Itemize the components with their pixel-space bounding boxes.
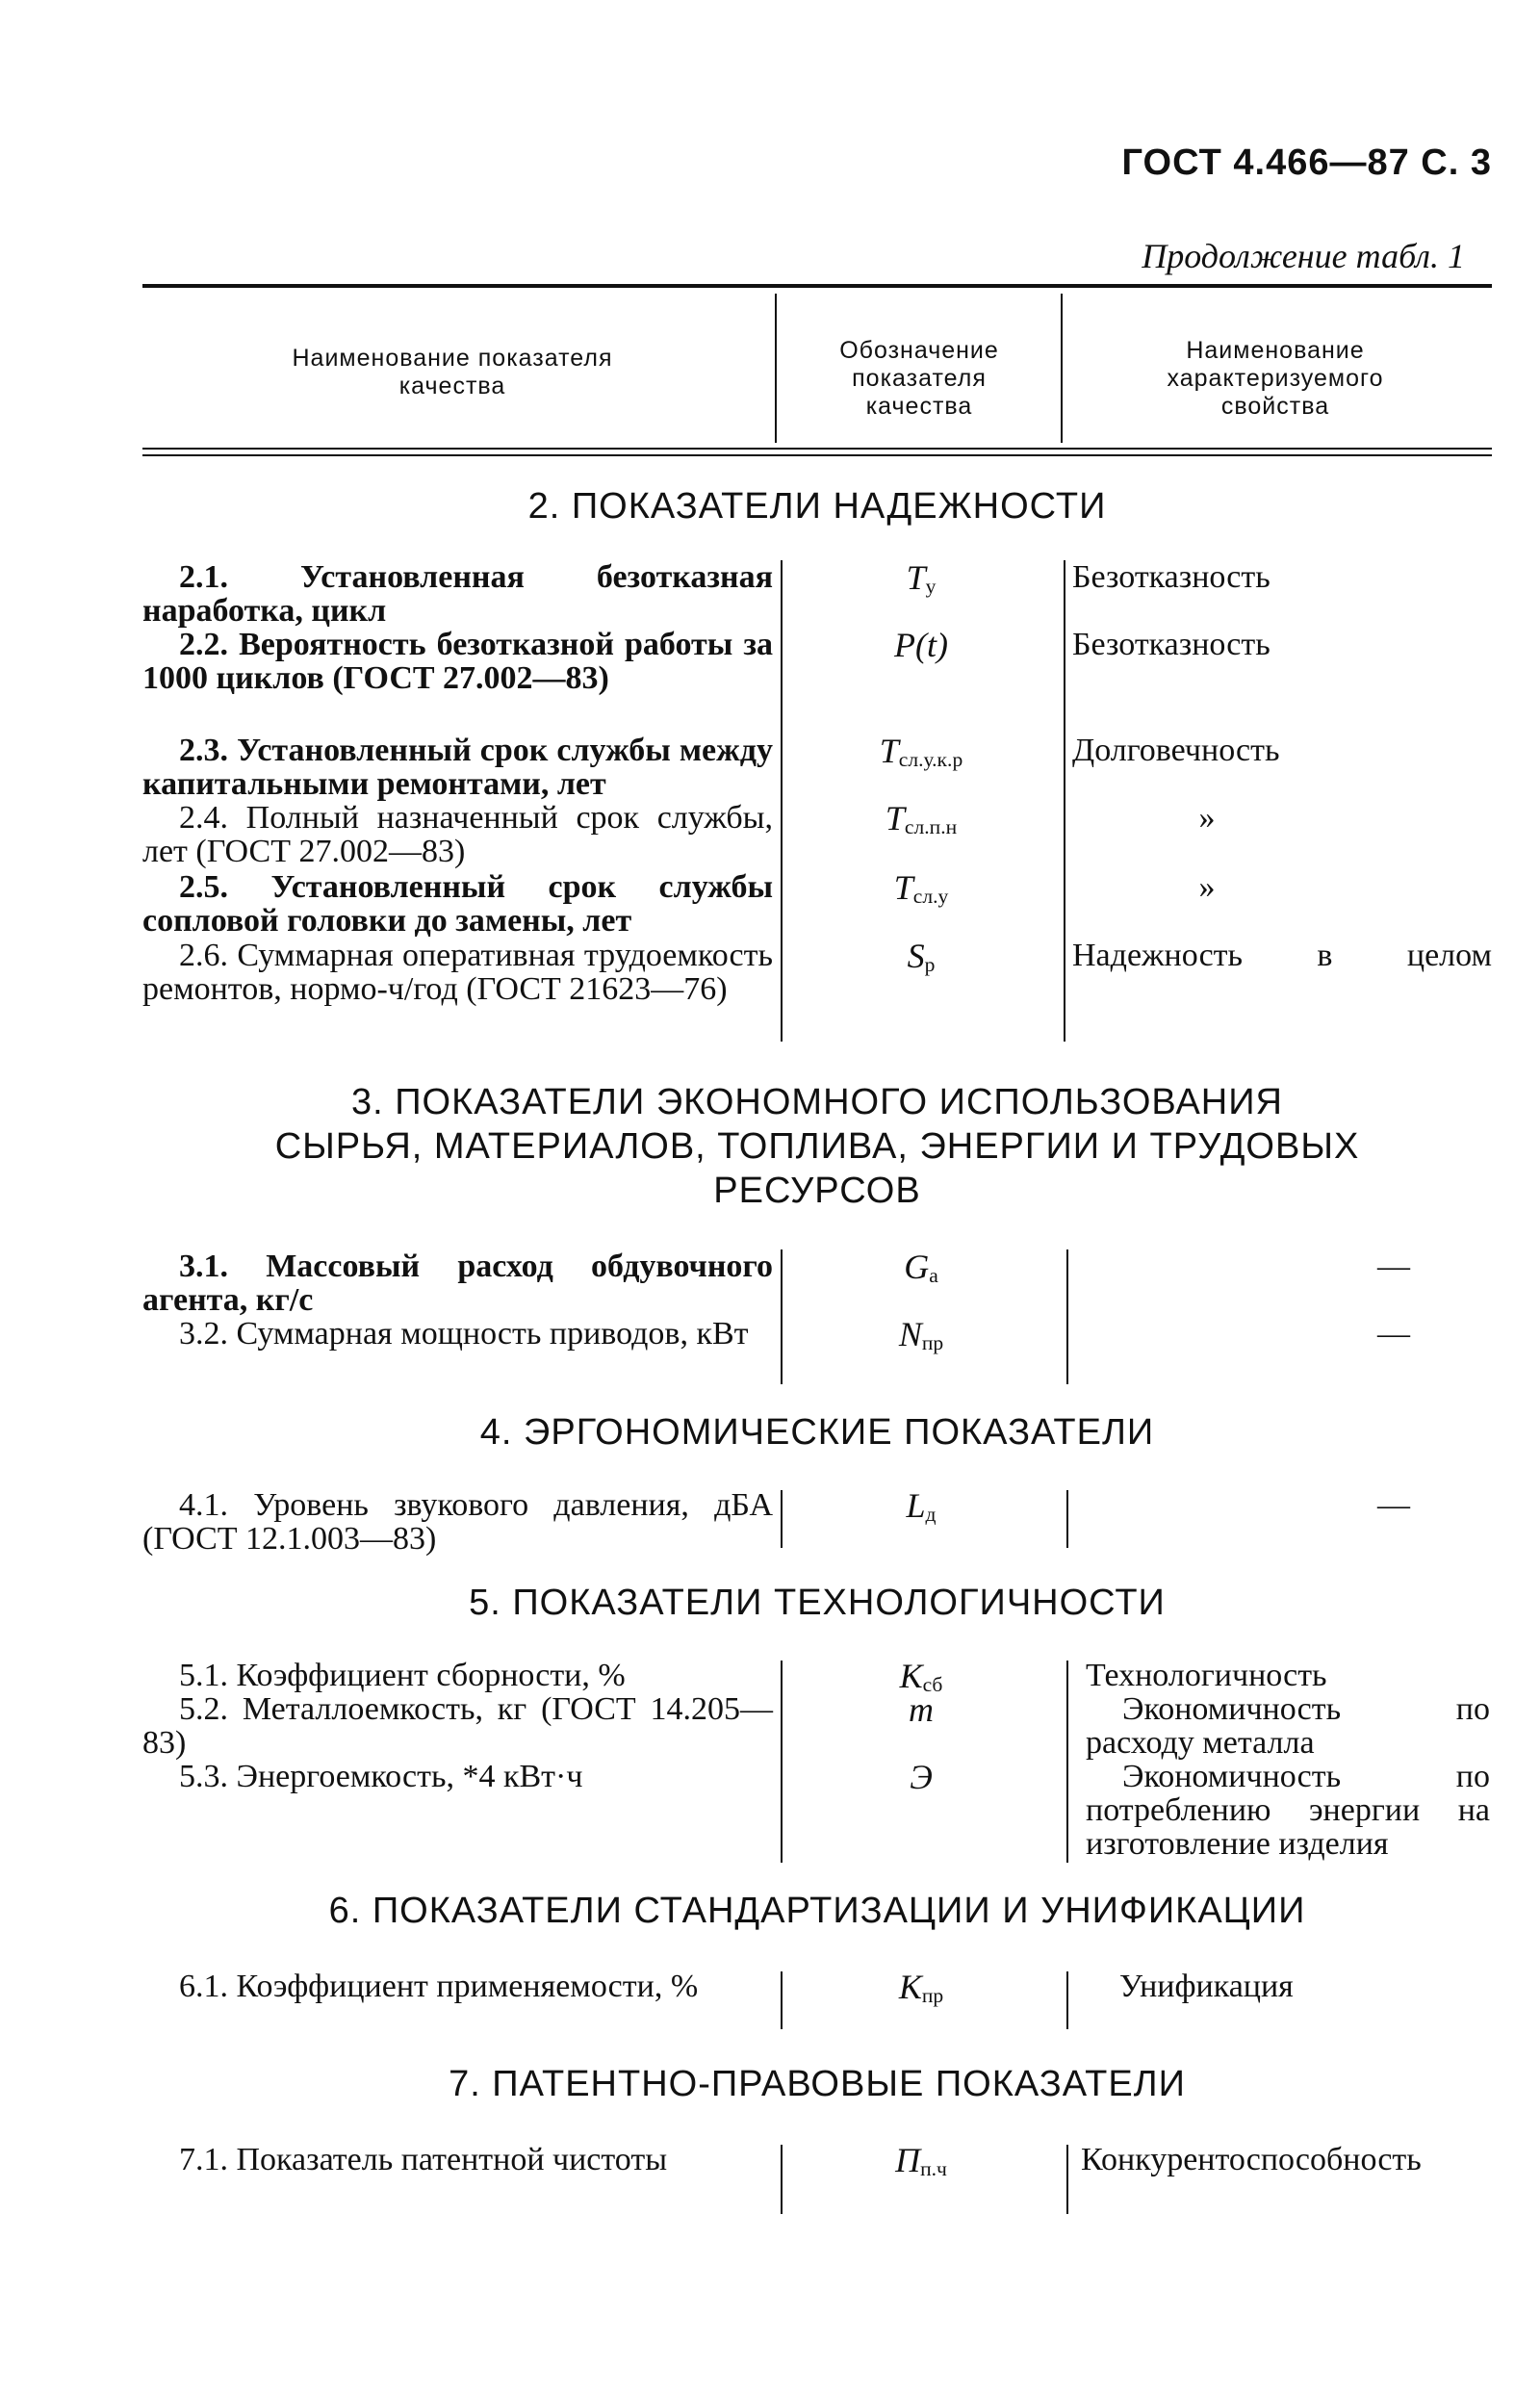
indicator-symbol-subscript: пр xyxy=(921,1984,944,2007)
section-title: 6. ПОКАЗАТЕЛИ СТАНДАРТИЗАЦИИ И УНИФИКАЦИИ xyxy=(328,1891,1306,1931)
row-number: 7.1. xyxy=(179,2142,228,2177)
column-divider xyxy=(1066,2145,1068,2214)
indicator-name: Полный назначенный срок службы, лет (ГОСТ 27.002—83) xyxy=(142,800,773,869)
header-column-divider xyxy=(775,294,777,443)
header-column-divider xyxy=(1061,294,1063,443)
indicator-symbol: K xyxy=(899,1657,923,1695)
indicator-symbol: N xyxy=(898,1315,922,1353)
row-number: 2.4. xyxy=(179,800,228,836)
indicator-symbol: T xyxy=(879,732,899,770)
indicator-symbol-subscript: д xyxy=(925,1503,937,1526)
column-divider xyxy=(781,1249,783,1384)
row-number: 6.1. xyxy=(179,1969,228,2004)
column-header-symbol: Обозначение показателя качества xyxy=(839,337,999,420)
indicator-name: Установленный срок службы между капитальными ремонтами, лет xyxy=(142,733,774,802)
row-number: 4.1. xyxy=(179,1487,228,1523)
property-name: Экономичность по потреблению энергии на изготовление изделия xyxy=(1086,1759,1490,1862)
indicator-symbol: P(t) xyxy=(894,626,948,664)
property-name: — xyxy=(1377,1249,1410,1284)
row-number: 5.1. xyxy=(179,1658,228,1693)
column-divider xyxy=(1064,560,1065,1042)
table-header-rule xyxy=(142,448,1492,450)
row-number: 2.6. xyxy=(179,938,228,973)
column-divider xyxy=(781,1661,783,1863)
indicator-symbol: S xyxy=(907,937,925,975)
indicator-symbol-subscript: у xyxy=(925,575,937,598)
indicator-symbol: T xyxy=(906,558,926,597)
property-name: — xyxy=(1377,1487,1410,1523)
column-divider xyxy=(1066,1249,1068,1384)
indicator-symbol: m xyxy=(909,1690,934,1729)
section-title xyxy=(142,1080,1492,1213)
indicator-name: Вероятность безотказной работы за 1000 циклов (ГОСТ 27.002—83) xyxy=(142,627,773,696)
property-name: — xyxy=(1377,1316,1410,1352)
row-number: 2.5. xyxy=(179,869,228,905)
column-divider xyxy=(781,1971,783,2029)
indicator-name: Металлоемкость, кг (ГОСТ 14.205—83) xyxy=(142,1691,773,1761)
indicator-name: Уровень звукового давления, дБА (ГОСТ 12.1.003—83) xyxy=(142,1487,774,1557)
property-name: » xyxy=(1198,869,1216,905)
document-reference: ГОСТ 4.466—87 С. 3 xyxy=(1121,142,1492,183)
section-title: 4. ЭРГОНОМИЧЕСКИЕ ПОКАЗАТЕЛИ xyxy=(479,1412,1155,1453)
property-name: » xyxy=(1198,800,1216,836)
property-name: Унификация xyxy=(1119,1969,1294,2004)
indicator-symbol-subscript: сл.у xyxy=(912,885,949,908)
section-title-line: 3. ПОКАЗАТЕЛИ ЭКОНОМНОГО ИСПОЛЬЗОВАНИЯ xyxy=(350,1082,1284,1122)
property-name: Надежность в целом xyxy=(1072,938,1492,973)
table-header-rule-2 xyxy=(142,454,1492,456)
property-name: Безотказность xyxy=(1072,559,1270,595)
indicator-name: Установленная безотказная наработка, цикл xyxy=(142,559,773,629)
indicator-name: Коэффициент применяемости, % xyxy=(236,1969,699,2004)
column-header-name: Наименование показателя качества xyxy=(292,345,613,399)
indicator-name: Суммарная оперативная трудоемкость ремонтов, нормо-ч/год (ГОСТ 21623—76) xyxy=(142,938,773,1007)
section-title: 2. ПОКАЗАТЕЛИ НАДЕЖНОСТИ xyxy=(527,486,1107,527)
indicator-symbol-subscript: п.ч xyxy=(920,2157,947,2180)
indicator-symbol: T xyxy=(893,868,913,907)
table-top-rule xyxy=(142,284,1492,288)
property-name: Конкурентоспособность xyxy=(1081,2142,1422,2177)
row-number: 5.3. xyxy=(179,1759,228,1794)
indicator-symbol: G xyxy=(904,1248,930,1286)
indicator-symbol: Э xyxy=(910,1758,933,1796)
row-number: 3.1. xyxy=(179,1249,228,1284)
indicator-name: Энергоемкость, *4 кВт·ч xyxy=(236,1759,583,1794)
row-number: 2.3. xyxy=(179,733,228,768)
column-divider xyxy=(1066,1971,1068,2029)
row-number: 5.2. xyxy=(179,1691,228,1727)
column-divider xyxy=(781,1490,783,1548)
indicator-symbol: П xyxy=(895,2141,921,2179)
row-number: 2.2. xyxy=(179,627,228,662)
column-divider xyxy=(781,560,783,1042)
row-number: 3.2. xyxy=(179,1316,228,1352)
indicator-name: Коэффициент сборности, % xyxy=(236,1658,626,1693)
column-divider xyxy=(1066,1661,1068,1863)
property-name: Долговечность xyxy=(1072,733,1280,768)
column-divider xyxy=(1066,1490,1068,1548)
indicator-symbol-subscript: пр xyxy=(921,1331,944,1354)
indicator-name: Показатель патентной чистоты xyxy=(236,2142,668,2177)
indicator-symbol: T xyxy=(885,799,905,837)
indicator-name: Установленный срок службы сопловой головки до замены, лет xyxy=(142,869,773,939)
indicator-name: Массовый расход обдувочного агента, кг/с xyxy=(142,1249,774,1318)
column-header-property: Наименование характеризуемого свойства xyxy=(1167,337,1384,420)
section-title: 7. ПАТЕНТНО-ПРАВОВЫЕ ПОКАЗАТЕЛИ xyxy=(449,2064,1186,2104)
section-title: 5. ПОКАЗАТЕЛИ ТЕХНОЛОГИЧНОСТИ xyxy=(469,1583,1166,1623)
property-name: Экономичность по расходу металла xyxy=(1086,1691,1490,1761)
row-number: 2.1. xyxy=(179,559,228,595)
section-title-line: РЕСУРСОВ xyxy=(713,1171,921,1211)
table-continuation-label: Продолжение табл. 1 xyxy=(1142,237,1465,275)
indicator-name: Суммарная мощность приводов, кВт xyxy=(236,1316,749,1352)
indicator-symbol-subscript: сб xyxy=(922,1673,943,1696)
property-name: Безотказность xyxy=(1072,627,1270,662)
indicator-symbol-subscript: р xyxy=(924,953,936,976)
section-title-line: СЫРЬЯ, МАТЕРИАЛОВ, ТОПЛИВА, ЭНЕРГИИ И ТРУДОВЫХ xyxy=(274,1126,1360,1167)
indicator-symbol-subscript: сл.у.к.р xyxy=(898,748,963,771)
indicator-symbol: K xyxy=(898,1968,922,2006)
indicator-symbol: L xyxy=(906,1486,926,1525)
indicator-symbol-subscript: сл.п.н xyxy=(904,815,958,838)
column-divider xyxy=(781,2145,783,2214)
indicator-symbol-subscript: а xyxy=(929,1264,938,1287)
property-name: Технологичность xyxy=(1086,1658,1327,1693)
